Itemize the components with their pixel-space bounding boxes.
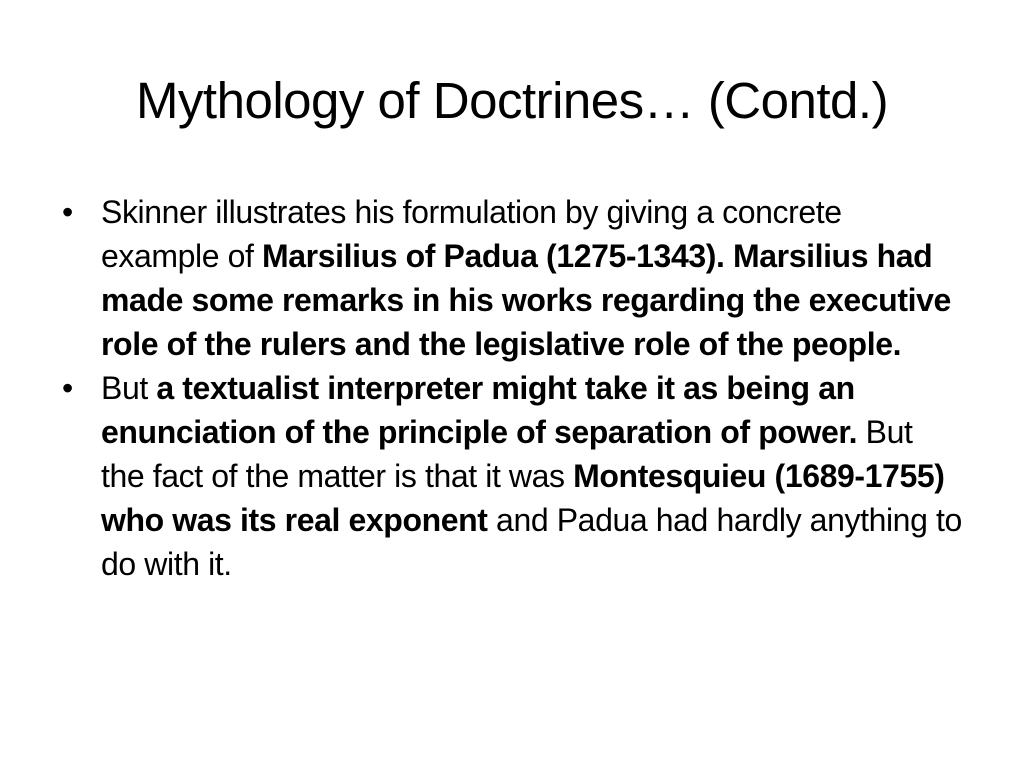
slide-title: Mythology of Doctrines… (Contd.) — [135, 72, 889, 129]
bullet-dot-icon: • — [62, 194, 73, 230]
bullet-text-segment: But — [101, 370, 157, 406]
bullet-dot-icon: • — [62, 370, 73, 406]
bullet-list — [62, 190, 962, 586]
bullet-text-segment-bold: Marsilius of Padua (1275-1343). Marsilius had made some remarks in his works regarding the executive role of the rulers and the legislative role of the people. — [101, 238, 951, 362]
bullet-item — [62, 190, 962, 366]
bullet-text-segment-bold: Montesquieu (1689-1755) who was its real exponent — [101, 458, 945, 538]
bullet-item — [62, 366, 962, 586]
bullet-text-segment-bold: a textualist interpreter might take it as being an enunciation of the principle of separation of power. — [101, 370, 858, 450]
bullet-text-segment: and Padua had hardly anything to do with it. — [101, 502, 962, 582]
bullet-text-segment: But the fact of the matter is that it was — [101, 414, 913, 494]
bullet-text-segment: Skinner illustrates his formulation by giving a concrete example of — [101, 194, 842, 274]
